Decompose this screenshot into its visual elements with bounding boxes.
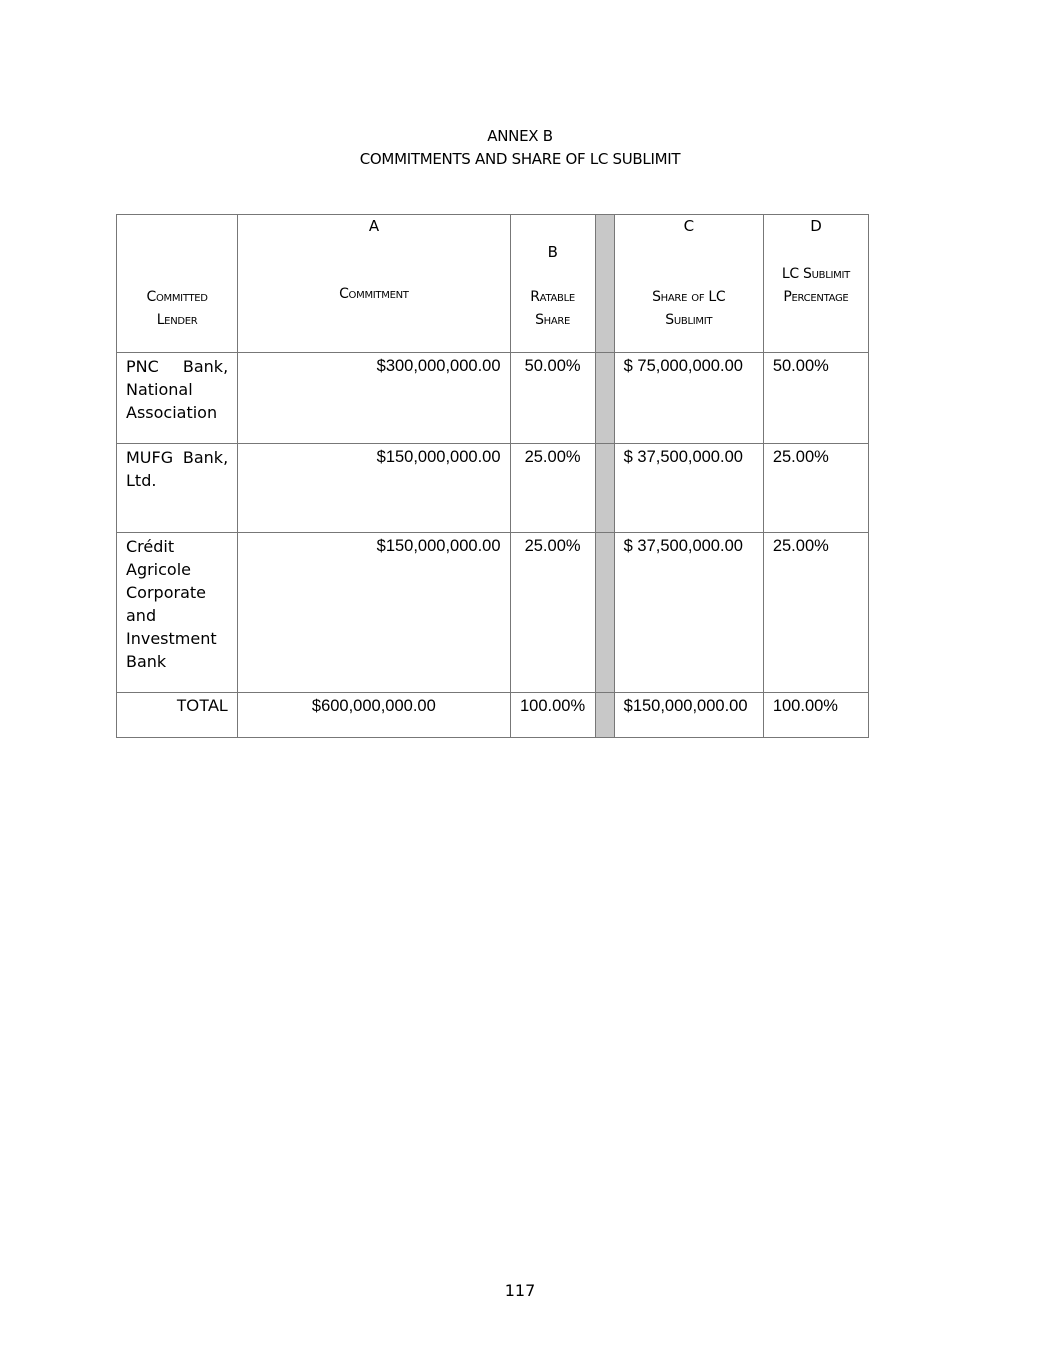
- table-row: [117, 353, 869, 444]
- header-share-line2: Sublimit: [665, 312, 713, 328]
- header-ratable-line1: Ratable: [530, 289, 575, 305]
- header-commitment: [238, 215, 510, 353]
- header-lender: [117, 215, 238, 353]
- table-row: [117, 533, 869, 693]
- header-pct-letter: D: [810, 217, 822, 235]
- table-row: [117, 444, 869, 533]
- ratable-share-value: 50.00%: [510, 353, 595, 444]
- commitment-value: $150,000,000.00: [238, 533, 510, 693]
- shaded-column-cell: [595, 353, 614, 444]
- header-share-line1: Share of LC: [652, 289, 726, 305]
- shaded-column-cell: [595, 444, 614, 533]
- header-pct-line1: LC Sublimit: [781, 266, 850, 282]
- total-row: [117, 693, 869, 738]
- total-lc-sublimit-percentage: 100.00%: [763, 693, 868, 738]
- header-share-lc-sublimit: [614, 215, 763, 353]
- total-label: TOTAL: [117, 693, 238, 738]
- lender-name: MUFG Bank, Ltd.: [117, 444, 238, 533]
- lender-name: PNC Bank, National Association: [117, 353, 238, 444]
- share-lc-sublimit-value: $ 75,000,000.00: [614, 353, 763, 444]
- header-commitment-letter: A: [368, 217, 379, 235]
- total-commitment: $600,000,000.00: [238, 693, 510, 738]
- header-lender-line2: Lender: [156, 312, 198, 328]
- lc-sublimit-percentage-value: 25.00%: [763, 533, 868, 693]
- lc-sublimit-percentage-value: 25.00%: [763, 444, 868, 533]
- commitment-value: $300,000,000.00: [238, 353, 510, 444]
- header-pct-line2: Percentage: [783, 289, 849, 305]
- commitment-value: $150,000,000.00: [238, 444, 510, 533]
- header-ratable-letter: B: [547, 243, 558, 261]
- document-title: [0, 125, 1040, 171]
- shaded-column-cell: [595, 533, 614, 693]
- header-share-letter: C: [683, 217, 694, 235]
- annex-subtitle: COMMITMENTS AND SHARE OF LC SUBLIMIT: [359, 150, 681, 168]
- header-ratable-share: [510, 215, 595, 353]
- header-commitment-label: Commitment: [339, 286, 409, 302]
- total-ratable-share: 100.00%: [510, 693, 595, 738]
- ratable-share-value: 25.00%: [510, 444, 595, 533]
- header-ratable-line2: Share: [535, 312, 571, 328]
- lc-sublimit-percentage-value: 50.00%: [763, 353, 868, 444]
- commitments-table: [116, 214, 869, 738]
- header-lc-sublimit-percentage: [763, 215, 868, 353]
- lender-name: Crédit Agricole Corporate and Investment Bank: [117, 533, 238, 693]
- table-header-row: [117, 215, 869, 353]
- shaded-column-header: [595, 215, 614, 353]
- annex-title: ANNEX B: [487, 127, 553, 145]
- page-number: 117: [504, 1281, 536, 1300]
- shaded-column-cell: [595, 693, 614, 738]
- ratable-share-value: 25.00%: [510, 533, 595, 693]
- share-lc-sublimit-value: $ 37,500,000.00: [614, 533, 763, 693]
- share-lc-sublimit-value: $ 37,500,000.00: [614, 444, 763, 533]
- header-lender-line1: Committed: [146, 289, 208, 305]
- total-share-lc-sublimit: $150,000,000.00: [614, 693, 763, 738]
